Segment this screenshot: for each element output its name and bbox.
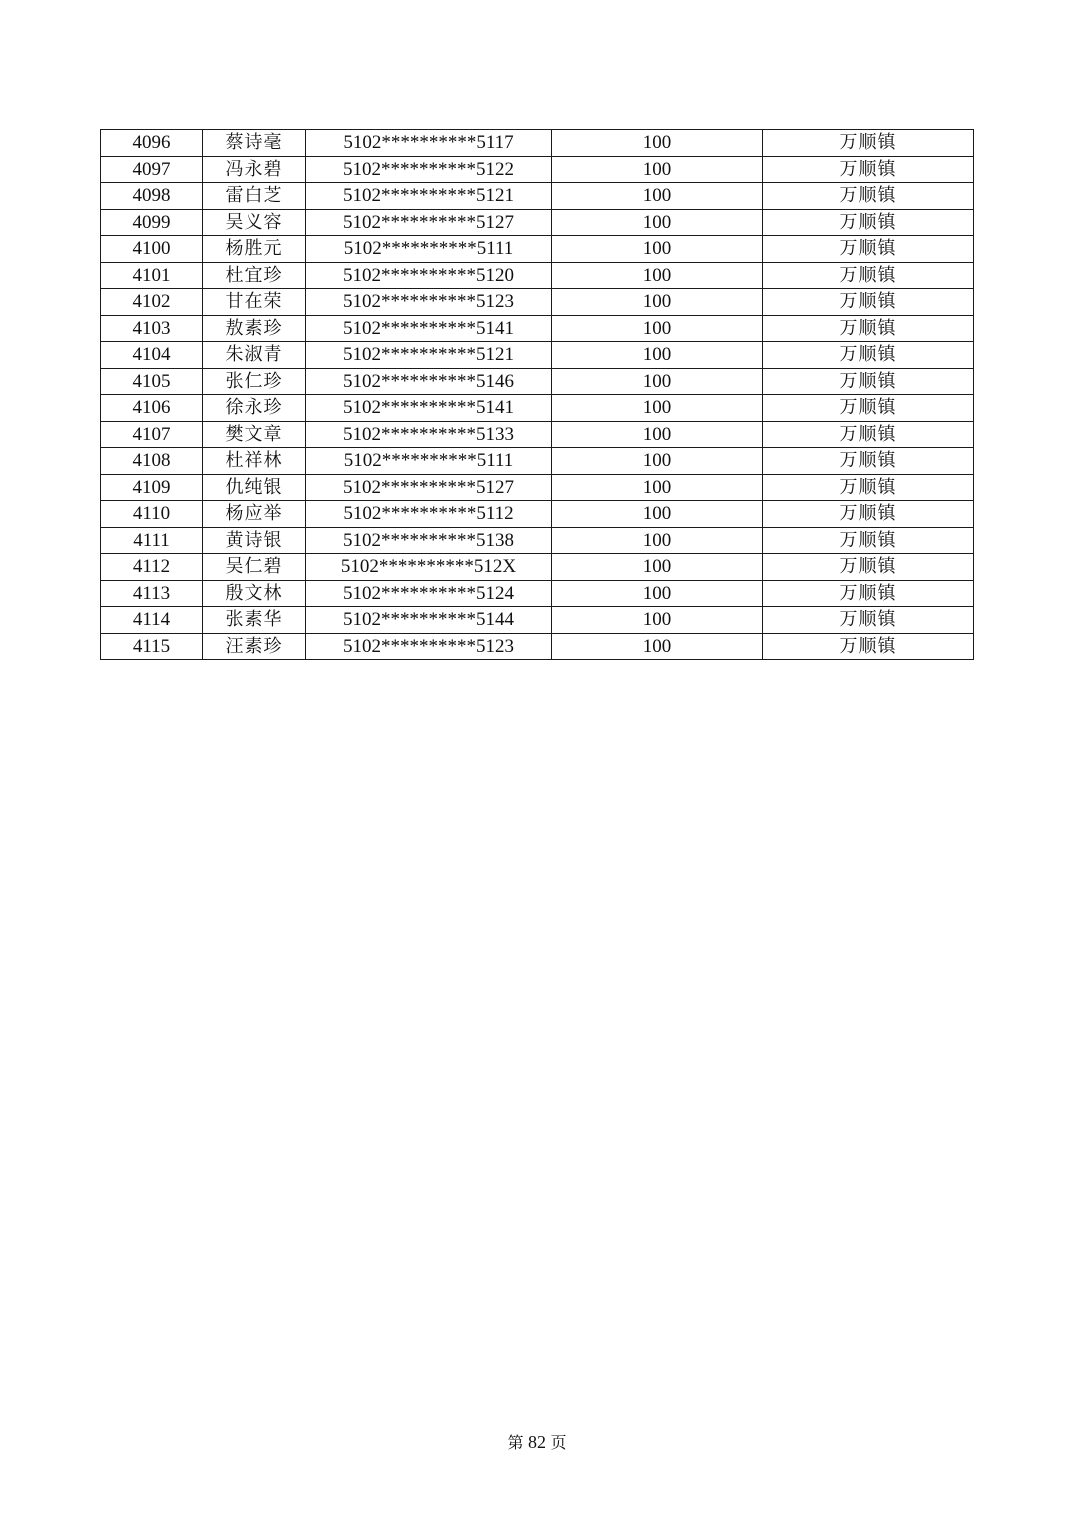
amount-cell: 100 xyxy=(552,474,763,501)
id-number-cell: 5102**********5123 xyxy=(306,289,552,316)
amount-cell: 100 xyxy=(552,395,763,422)
id-number-cell: 5102**********5133 xyxy=(306,421,552,448)
id-number-cell: 5102**********5122 xyxy=(306,156,552,183)
town-cell: 万顺镇 xyxy=(763,156,974,183)
table-row xyxy=(101,368,974,395)
row-number-cell: 4098 xyxy=(101,183,203,210)
row-number-cell: 4103 xyxy=(101,315,203,342)
row-number-cell: 4101 xyxy=(101,262,203,289)
id-number-cell: 5102**********5121 xyxy=(306,342,552,369)
name-cell: 杜祥林 xyxy=(203,448,306,475)
id-number-cell: 5102**********5123 xyxy=(306,633,552,660)
table-row xyxy=(101,421,974,448)
amount-cell: 100 xyxy=(552,209,763,236)
town-cell: 万顺镇 xyxy=(763,554,974,581)
roster-table xyxy=(100,129,974,660)
table-row xyxy=(101,633,974,660)
amount-cell: 100 xyxy=(552,236,763,263)
name-cell: 蔡诗毫 xyxy=(203,130,306,157)
town-cell: 万顺镇 xyxy=(763,633,974,660)
id-number-cell: 5102**********5111 xyxy=(306,236,552,263)
name-cell: 杨胜元 xyxy=(203,236,306,263)
id-number-cell: 5102**********5124 xyxy=(306,580,552,607)
amount-cell: 100 xyxy=(552,130,763,157)
table-row xyxy=(101,209,974,236)
row-number-cell: 4113 xyxy=(101,580,203,607)
row-number-cell: 4104 xyxy=(101,342,203,369)
name-cell: 樊文章 xyxy=(203,421,306,448)
town-cell: 万顺镇 xyxy=(763,580,974,607)
name-cell: 杨应举 xyxy=(203,501,306,528)
page-number-suffix: 页 xyxy=(550,1433,567,1452)
amount-cell: 100 xyxy=(552,262,763,289)
row-number-cell: 4105 xyxy=(101,368,203,395)
table-row xyxy=(101,130,974,157)
page-number xyxy=(0,1430,1074,1453)
name-cell: 殷文林 xyxy=(203,580,306,607)
town-cell: 万顺镇 xyxy=(763,501,974,528)
table-row xyxy=(101,554,974,581)
town-cell: 万顺镇 xyxy=(763,236,974,263)
name-cell: 冯永碧 xyxy=(203,156,306,183)
name-cell: 汪素珍 xyxy=(203,633,306,660)
row-number-cell: 4106 xyxy=(101,395,203,422)
id-number-cell: 5102**********5141 xyxy=(306,315,552,342)
table-row xyxy=(101,474,974,501)
town-cell: 万顺镇 xyxy=(763,262,974,289)
town-cell: 万顺镇 xyxy=(763,130,974,157)
id-number-cell: 5102**********5111 xyxy=(306,448,552,475)
town-cell: 万顺镇 xyxy=(763,527,974,554)
id-number-cell: 5102**********5127 xyxy=(306,209,552,236)
amount-cell: 100 xyxy=(552,368,763,395)
table-row xyxy=(101,183,974,210)
page-number-value: 82 xyxy=(528,1432,546,1452)
town-cell: 万顺镇 xyxy=(763,342,974,369)
amount-cell: 100 xyxy=(552,421,763,448)
table-row xyxy=(101,527,974,554)
id-number-cell: 5102**********5138 xyxy=(306,527,552,554)
row-number-cell: 4100 xyxy=(101,236,203,263)
amount-cell: 100 xyxy=(552,156,763,183)
table-row xyxy=(101,395,974,422)
town-cell: 万顺镇 xyxy=(763,607,974,634)
id-number-cell: 5102**********5127 xyxy=(306,474,552,501)
amount-cell: 100 xyxy=(552,633,763,660)
id-number-cell: 5102**********5117 xyxy=(306,130,552,157)
amount-cell: 100 xyxy=(552,501,763,528)
row-number-cell: 4102 xyxy=(101,289,203,316)
row-number-cell: 4115 xyxy=(101,633,203,660)
row-number-cell: 4109 xyxy=(101,474,203,501)
amount-cell: 100 xyxy=(552,183,763,210)
town-cell: 万顺镇 xyxy=(763,368,974,395)
row-number-cell: 4099 xyxy=(101,209,203,236)
name-cell: 吴仁碧 xyxy=(203,554,306,581)
town-cell: 万顺镇 xyxy=(763,395,974,422)
table-row xyxy=(101,289,974,316)
id-number-cell: 5102**********5112 xyxy=(306,501,552,528)
id-number-cell: 5102**********5120 xyxy=(306,262,552,289)
name-cell: 朱淑青 xyxy=(203,342,306,369)
town-cell: 万顺镇 xyxy=(763,315,974,342)
id-number-cell: 5102**********5141 xyxy=(306,395,552,422)
id-number-cell: 5102**********5121 xyxy=(306,183,552,210)
amount-cell: 100 xyxy=(552,448,763,475)
row-number-cell: 4096 xyxy=(101,130,203,157)
row-number-cell: 4097 xyxy=(101,156,203,183)
row-number-cell: 4114 xyxy=(101,607,203,634)
name-cell: 黄诗银 xyxy=(203,527,306,554)
name-cell: 张仁珍 xyxy=(203,368,306,395)
town-cell: 万顺镇 xyxy=(763,209,974,236)
name-cell: 雷白芝 xyxy=(203,183,306,210)
row-number-cell: 4112 xyxy=(101,554,203,581)
name-cell: 敖素珍 xyxy=(203,315,306,342)
name-cell: 徐永珍 xyxy=(203,395,306,422)
id-number-cell: 5102**********5146 xyxy=(306,368,552,395)
row-number-cell: 4111 xyxy=(101,527,203,554)
name-cell: 杜宜珍 xyxy=(203,262,306,289)
amount-cell: 100 xyxy=(552,607,763,634)
table-row xyxy=(101,607,974,634)
row-number-cell: 4108 xyxy=(101,448,203,475)
amount-cell: 100 xyxy=(552,554,763,581)
roster-table-body xyxy=(101,130,974,660)
row-number-cell: 4110 xyxy=(101,501,203,528)
table-row xyxy=(101,315,974,342)
amount-cell: 100 xyxy=(552,580,763,607)
town-cell: 万顺镇 xyxy=(763,289,974,316)
amount-cell: 100 xyxy=(552,315,763,342)
page-number-prefix: 第 xyxy=(507,1433,524,1452)
table-row xyxy=(101,262,974,289)
id-number-cell: 5102**********5144 xyxy=(306,607,552,634)
town-cell: 万顺镇 xyxy=(763,183,974,210)
id-number-cell: 5102**********512X xyxy=(306,554,552,581)
table-row xyxy=(101,236,974,263)
name-cell: 吴义容 xyxy=(203,209,306,236)
amount-cell: 100 xyxy=(552,289,763,316)
name-cell: 张素华 xyxy=(203,607,306,634)
amount-cell: 100 xyxy=(552,527,763,554)
table-row xyxy=(101,156,974,183)
table-row xyxy=(101,501,974,528)
table-row xyxy=(101,448,974,475)
row-number-cell: 4107 xyxy=(101,421,203,448)
town-cell: 万顺镇 xyxy=(763,448,974,475)
town-cell: 万顺镇 xyxy=(763,474,974,501)
table-row xyxy=(101,580,974,607)
table-row xyxy=(101,342,974,369)
town-cell: 万顺镇 xyxy=(763,421,974,448)
name-cell: 仇纯银 xyxy=(203,474,306,501)
name-cell: 甘在荣 xyxy=(203,289,306,316)
amount-cell: 100 xyxy=(552,342,763,369)
